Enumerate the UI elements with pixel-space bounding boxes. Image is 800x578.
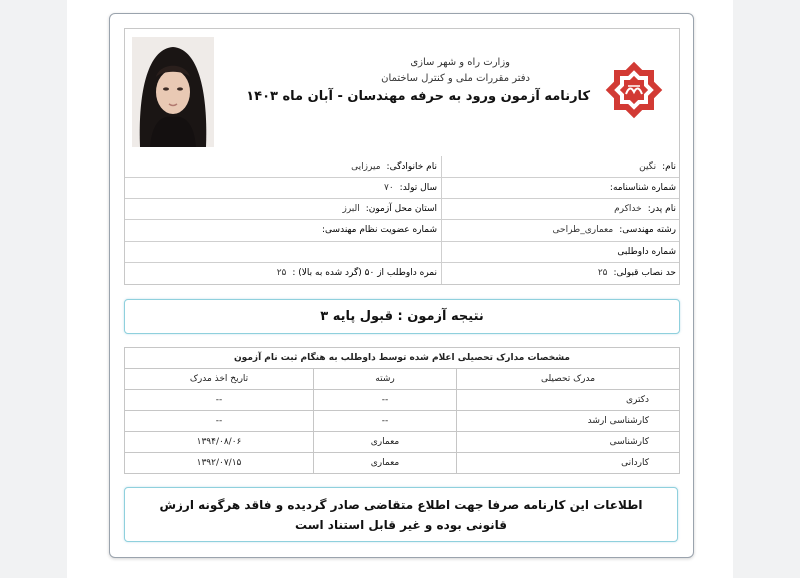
field-father-name: نام پدر:خداکرم (614, 204, 676, 214)
field-applicant-score: نمره داوطلب از ۵۰ (گرد شده به بالا) :۲۵ (276, 268, 437, 278)
office-name: دفتر مقررات ملی و کنترل ساختمان (381, 73, 530, 84)
field-birth-year: سال تولد:۷۰ (383, 183, 437, 193)
table-row: دکتری -- -- (125, 390, 680, 411)
education-table (124, 347, 680, 474)
page-title: کارنامه آزمون ورود به حرفه مهندسان - آبان ماه ۱۴۰۳ (246, 89, 590, 104)
field-passing-threshold: حد نصاب قبولی:۲۵ (597, 268, 676, 278)
ministry-name: وزارت راه و شهر سازی (410, 57, 510, 68)
exam-result: نتیجه آزمون : قبول پایه ۳ (124, 299, 680, 334)
table-row: کارشناسی معماری ۱۳۹۴/۰۸/۰۶ (125, 432, 680, 453)
field-engineering-major: رشته مهندسی:معماری_طراحی (552, 225, 676, 235)
table-row: کاردانی معماری ۱۳۹۲/۰۷/۱۵ (125, 453, 680, 474)
field-engineering-membership: شماره عضویت نظام مهندسی: (322, 225, 437, 235)
column-header-date: تاریخ اخذ مدرک (125, 369, 314, 390)
field-exam-province: استان محل آزمون:البرز (342, 204, 437, 214)
field-first-name: نام:نگین (639, 162, 676, 172)
header-titles (230, 55, 590, 104)
organization-logo (604, 60, 664, 120)
applicant-photo (132, 37, 214, 147)
table-row: کارشناسی ارشد -- -- (125, 411, 680, 432)
field-last-name: نام خانوادگی:میرزایی (351, 162, 437, 172)
field-birth-certificate-number: شماره شناسنامه: (609, 183, 676, 193)
legal-notice: اطلاعات این کارنامه صرفا جهت اطلاع متقاضی صادر گردیده و فاقد هرگونه ارزش قانونی بوده و غیر قابل استناد است (124, 487, 678, 542)
field-applicant-number: شماره داوطلبی (617, 247, 676, 257)
column-header-major: رشته (314, 369, 457, 390)
applicant-info-grid (124, 156, 680, 285)
column-header-degree: مدرک تحصیلی (457, 369, 680, 390)
education-table-caption: مشخصات مدارک تحصیلی اعلام شده توسط داوطلب به هنگام ثبت نام آزمون (125, 348, 680, 369)
